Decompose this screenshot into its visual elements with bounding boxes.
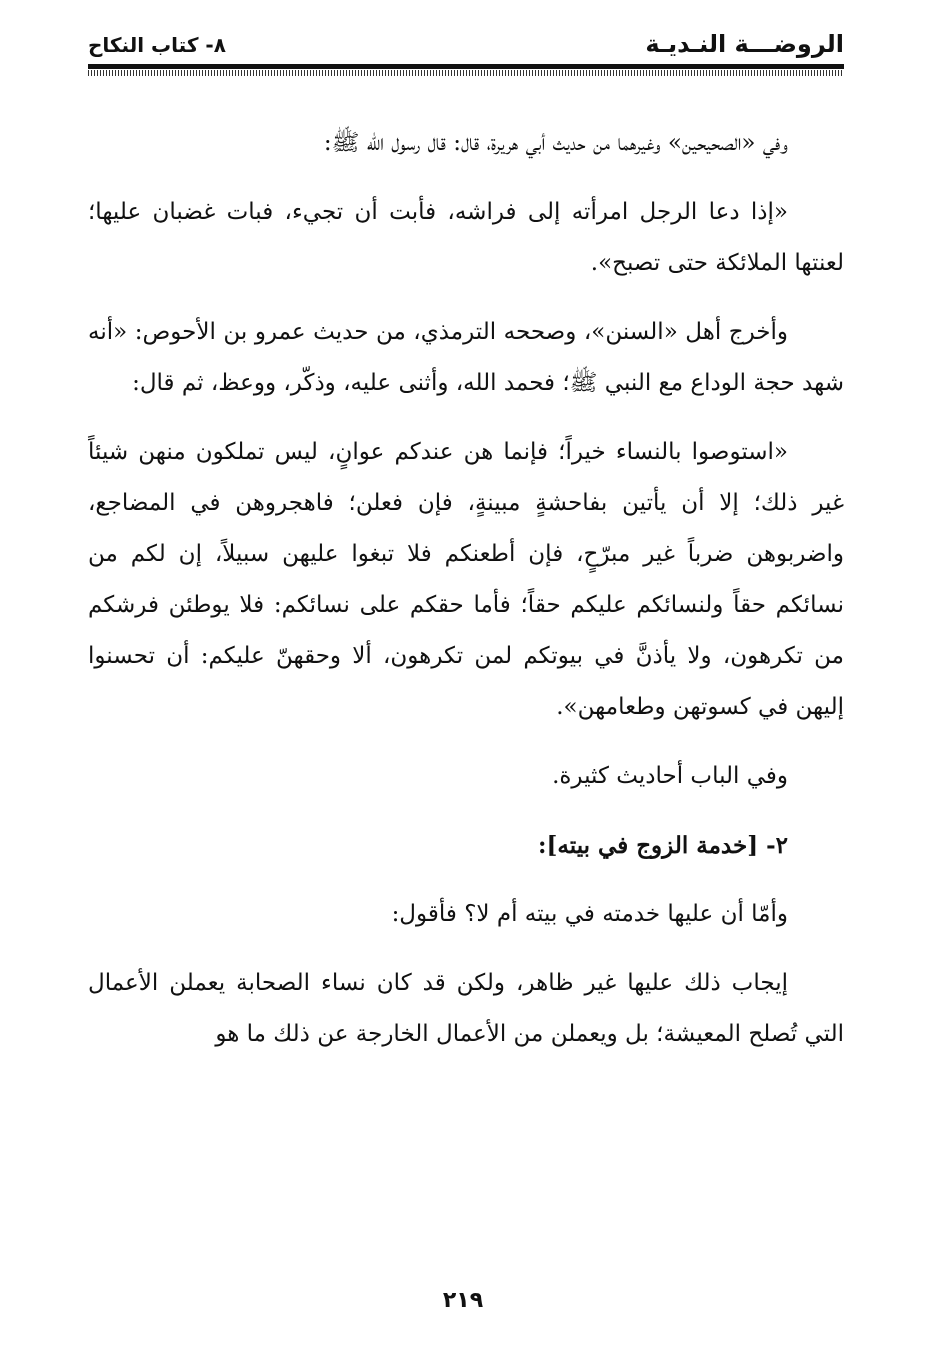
chapter-title: ٨- كتاب النكاح [88,33,226,57]
book-title: الروضـــة النـديـة [645,30,844,58]
page-number: ٢١٩ [442,1288,484,1313]
header-rule-hatch [88,70,844,76]
paragraph-more-hadiths: وفي الباب أحاديث كثيرة. [552,763,788,789]
header-rule-thick [88,64,844,69]
paragraph-answer: إيجاب ذلك عليها غير ظاهر، ولكن قد كان نساء الصحابة يعملن الأعمال التي تُصلح المعيشة؛ بل ويعملن من الأعمال الخارجة عن ذلك ما هو [88,970,844,1047]
main-text [88,118,844,1078]
running-header [88,28,844,60]
paragraph-sunan: وأخرج أهل «السنن»، وصححه الترمذي، من حديث عمرو بن الأحوص: «أنه شهد حجة الوداع مع النبي ﷺ؛ فحمد الله، وأثنى عليه، وذكّر، ووعظ، ثم قال: [88,319,844,396]
paragraph-question: وأمّا أن عليها خدمته في بيته أم لا؟ فأقول: [391,901,788,927]
hadith-quote-1: «إذا دعا الرجل امرأته إلى فراشه، فأبت أن تجيء، فبات غضبان عليها؛ لعنتها الملائكة حتى تصبح». [88,199,844,276]
paragraph-intro: وفي «الصحيحين» وغيرهما من حديث أبي هريرة، قال: قال رسول الله ﷺ: [323,130,788,156]
header-rule [88,64,844,76]
section-heading: ٢- [خدمة الزوج في بيته]: [538,832,788,859]
hadith-quote-2: «استوصوا بالنساء خيراً؛ فإنما هن عندكم عوانٍ، ليس تملكون منهن شيئاً غير ذلك؛ إلا أن يأتين بفاحشةٍ مبينةٍ، فإن فعلن؛ فاهجروهن في المضاجع، واضربوهن ضرباً غير مبرّحٍ، فإن أطعنكم فلا تبغوا عليهن سبيلاً، إن لكم من نسائكم حقاً ولنسائكم عليكم حقاً؛ فأما حقكم على نسائكم: فلا يوطئن فرشكم من تكرهون، ولا يأذنَّ في بيوتكم لمن تكرهون، ألا وحقهنّ عليكم: أن تحسنوا إليهن في كسوتهن وطعامهن». [88,439,844,720]
